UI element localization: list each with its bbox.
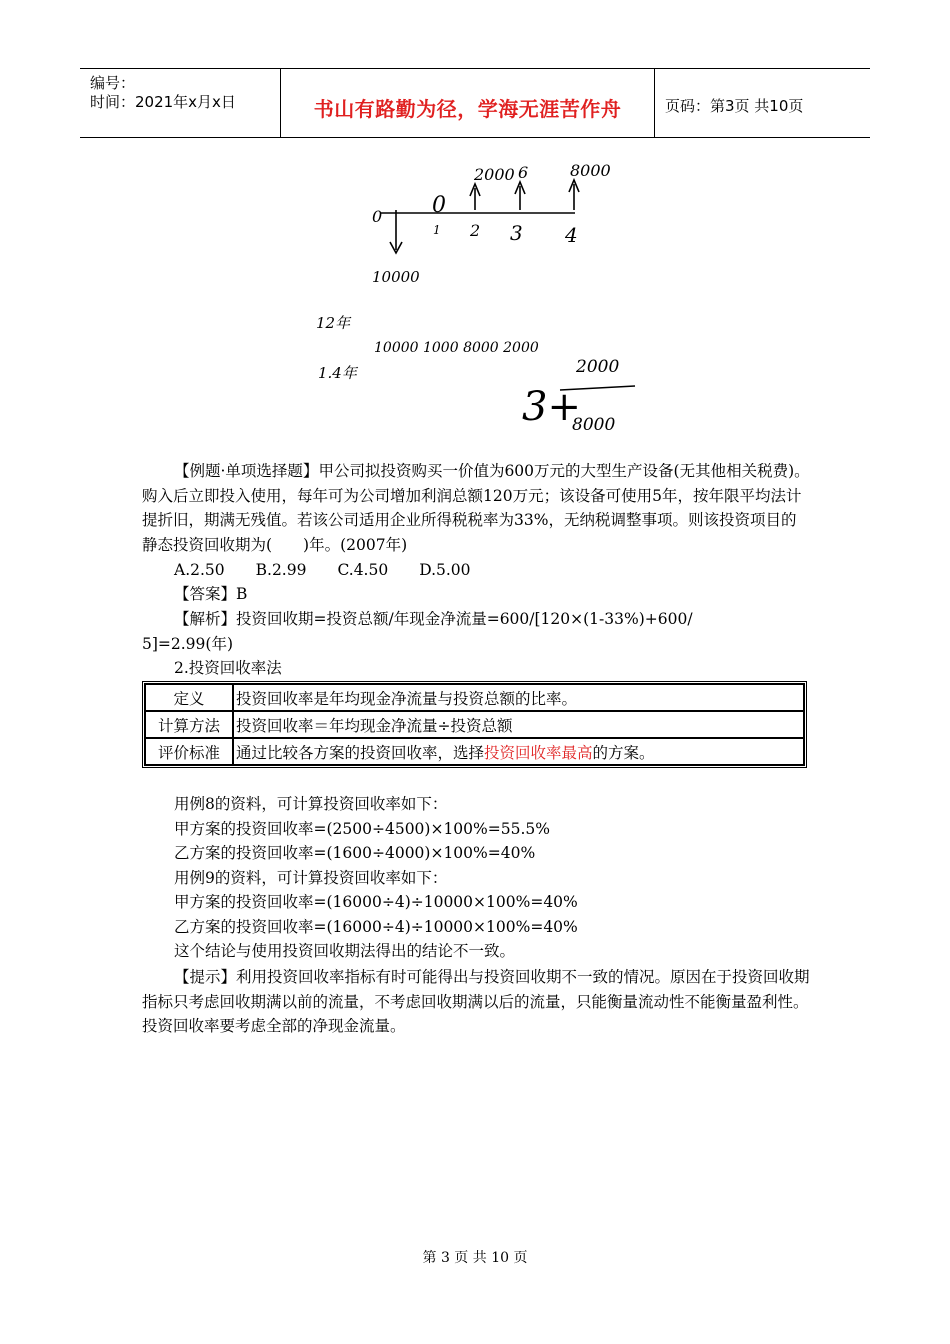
calc-line: 甲方案的投资回收率=(2500÷4500)×100%=55.5% (174, 820, 550, 838)
side-note-2: 1.4年 (318, 364, 357, 382)
motto: 书山有路勤为径，学海无涯苦作舟 (313, 97, 622, 121)
tick-4: 4 (565, 223, 578, 247)
calc-line: 乙方案的投资回收率=(16000÷4)÷10000×100%=40% (174, 918, 578, 936)
tip-paragraph: 【提示】利用投资回收率指标有时可能得出与投资回收期不一致的情况。原因在于投资回收期指标只考虑回收期满以前的流量，不考虑回收期满以后的流量，只能衡量流动性不能衡量盈利性。投资回收率要考虑全部的净现金流量。 (142, 968, 810, 1035)
page-footer: 第 3 页 共 10 页 (422, 1250, 528, 1266)
tick-1: 1 (433, 223, 441, 237)
top-label-4: 8000 (570, 161, 611, 180)
side-note-1: 12年 (316, 314, 351, 332)
number-label: 编号： (90, 74, 136, 92)
calc-line: 甲方案的投资回收率=(16000÷4)÷10000×100%=40% (174, 893, 578, 911)
row-values: 10000 1000 8000 2000 (374, 340, 539, 356)
inflow-arrow-3 (515, 182, 525, 210)
calc-line: 用例8的资料，可计算投资回收率如下： (174, 795, 448, 813)
row-value: 投资回收率是年均现金净流量与投资总额的比率。 (233, 684, 804, 711)
time-label: 时间：2021年x月x日 (90, 93, 236, 111)
page-code: 页码：第3页 共10页 (665, 97, 804, 115)
row-key: 评价标准 (145, 738, 233, 765)
example-answer: 【答案】B (174, 585, 248, 603)
row-value (233, 738, 804, 765)
example-analysis-line1: 【解析】投资回收期=投资总额/年现金净流量=600/[120×(1-33%)+600/ (174, 610, 693, 628)
example-analysis-line2: 5]=2.99(年) (142, 635, 234, 653)
example-text: 甲公司拟投资购买一价值为600万元的大型生产设备(无其他相关税费)。购入后立即投入使用，每年可为公司增加利润总额120万元；该设备可使用5年，按年限平均法计提折旧，期满无残值。若该公司适用企业所得税税率为33%，无纳税调整事项。则该投资项目的静态投资回收期为( )年。(2007年) (142, 462, 810, 554)
handwritten-cash-flow-sketch (300, 150, 660, 450)
section-title: 2.投资回收率法 (174, 659, 282, 677)
header-motto-cell (281, 69, 655, 137)
outflow-arrow (390, 210, 402, 253)
top-label-3: 6 (518, 163, 529, 182)
example-options: A.2.50 B.2.99 C.4.50 D.5.00 (174, 561, 471, 579)
tick-3: 3 (510, 221, 523, 245)
inflow-arrow-2 (470, 184, 480, 210)
table-row (145, 738, 804, 765)
header-page-cell (655, 69, 870, 137)
row-key: 计算方法 (145, 711, 233, 738)
tick-0: 0 (372, 207, 383, 226)
formula-numerator: 2000 (576, 357, 620, 377)
table-row (145, 711, 804, 738)
criteria-text-end: 的方案。 (592, 743, 655, 762)
header-meta (80, 69, 281, 137)
row-key: 定义 (145, 684, 233, 711)
page-header (80, 68, 870, 138)
formula-denominator: 8000 (572, 415, 616, 435)
inflow-arrow-4 (569, 180, 579, 210)
formula-whole: 3+ (522, 384, 581, 430)
definition-table (142, 681, 807, 768)
tick-2: 2 (470, 221, 481, 240)
calc-line: 用例9的资料，可计算投资回收率如下： (174, 869, 448, 887)
calc-line: 乙方案的投资回收率=(1600÷4000)×100%=40% (174, 844, 536, 862)
row-value: 投资回收率＝年均现金净流量÷投资总额 (233, 711, 804, 738)
example-question (142, 459, 810, 557)
table-row (145, 684, 804, 711)
criteria-text: 通过比较各方案的投资回收率，选择 (236, 743, 485, 762)
circled-zero: 0 (432, 193, 446, 218)
calc-line: 这个结论与使用投资回收期法得出的结论不一致。 (174, 942, 516, 960)
criteria-highlight: 投资回收率最高 (484, 743, 593, 762)
example-title: 【例题·单项选择题】 (174, 462, 319, 480)
outflow-value: 10000 (372, 268, 420, 286)
top-label-2: 2000 (474, 165, 515, 184)
